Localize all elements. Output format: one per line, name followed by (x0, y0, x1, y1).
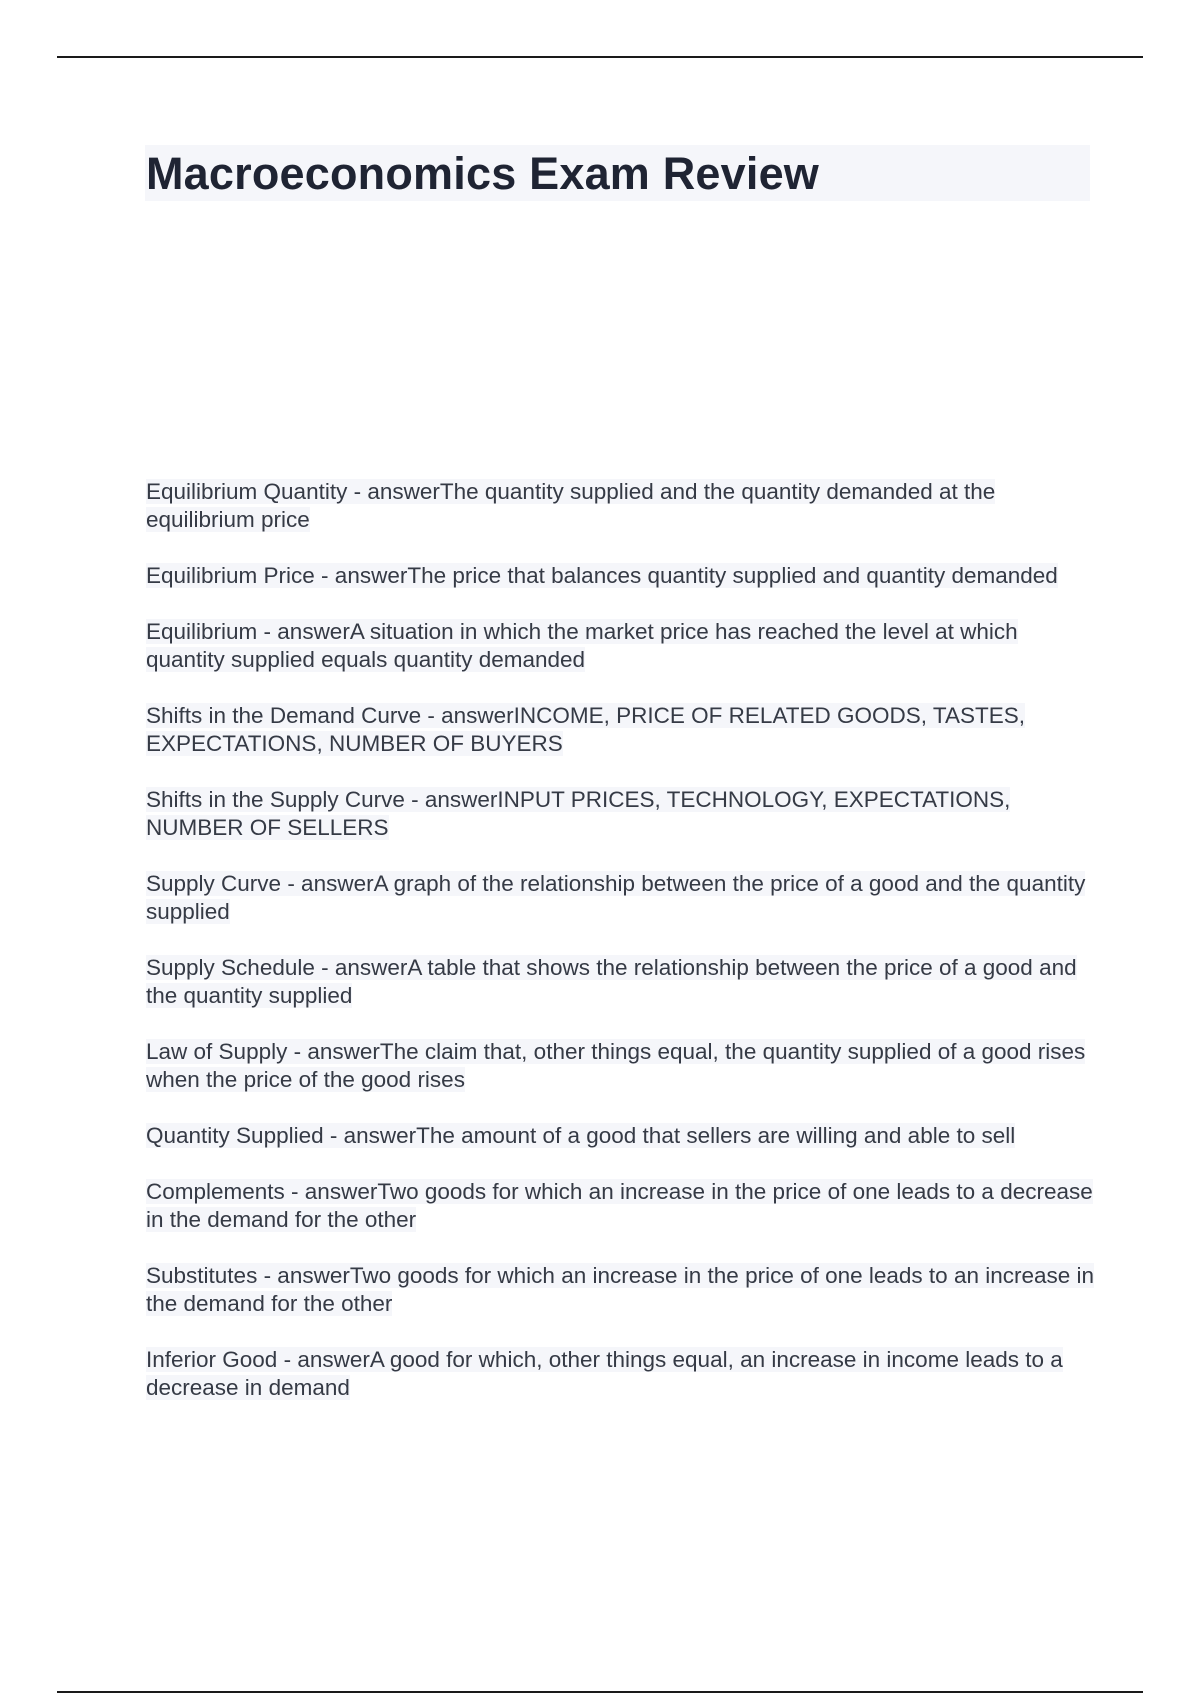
flashcard-text: Substitutes - answerTwo goods for which an increase in the price of one leads to an increase in the demand for the other (146, 1263, 1095, 1316)
bottom-rule (57, 1691, 1143, 1693)
flashcard-entry (146, 562, 1096, 590)
flashcard-list (146, 478, 1096, 1430)
flashcard-entry (146, 870, 1096, 926)
flashcard-entry (146, 786, 1096, 842)
flashcard-entry (146, 1122, 1096, 1150)
flashcard-entry (146, 618, 1096, 674)
flashcard-entry (146, 702, 1096, 758)
flashcard-text: Equilibrium Quantity - answerThe quantity supplied and the quantity demanded at the equilibrium price (146, 479, 996, 532)
flashcard-entry (146, 478, 1096, 534)
flashcard-text: Inferior Good - answerA good for which, other things equal, an increase in income leads to a decrease in demand (146, 1347, 1063, 1400)
flashcard-text: Equilibrium Price - answerThe price that balances quantity supplied and quantity demanded (146, 563, 1058, 588)
top-rule (57, 56, 1143, 58)
page-title: Macroeconomics Exam Review (146, 148, 819, 199)
flashcard-entry (146, 1178, 1096, 1234)
flashcard-text: Shifts in the Supply Curve - answerINPUT PRICES, TECHNOLOGY, EXPECTATIONS, NUMBER OF SELLERS (146, 787, 1011, 840)
flashcard-entry (146, 1038, 1096, 1094)
flashcard-text: Complements - answerTwo goods for which an increase in the price of one leads to a decrease in the demand for the other (146, 1179, 1093, 1232)
flashcard-text: Supply Curve - answerA graph of the relationship between the price of a good and the quantity supplied (146, 871, 1086, 924)
flashcard-entry (146, 954, 1096, 1010)
flashcard-text: Shifts in the Demand Curve - answerINCOME, PRICE OF RELATED GOODS, TASTES, EXPECTATIONS, NUMBER OF BUYERS (146, 703, 1025, 756)
flashcard-entry (146, 1262, 1096, 1318)
flashcard-text: Quantity Supplied - answerThe amount of a good that sellers are willing and able to sell (146, 1123, 1016, 1148)
flashcard-entry (146, 1346, 1096, 1402)
flashcard-text: Equilibrium - answerA situation in which the market price has reached the level at which quantity supplied equals quantity demanded (146, 619, 1018, 672)
flashcard-text: Law of Supply - answerThe claim that, other things equal, the quantity supplied of a good rises when the price of the good rises (146, 1039, 1086, 1092)
flashcard-text: Supply Schedule - answerA table that shows the relationship between the price of a good and the quantity supplied (146, 955, 1077, 1008)
